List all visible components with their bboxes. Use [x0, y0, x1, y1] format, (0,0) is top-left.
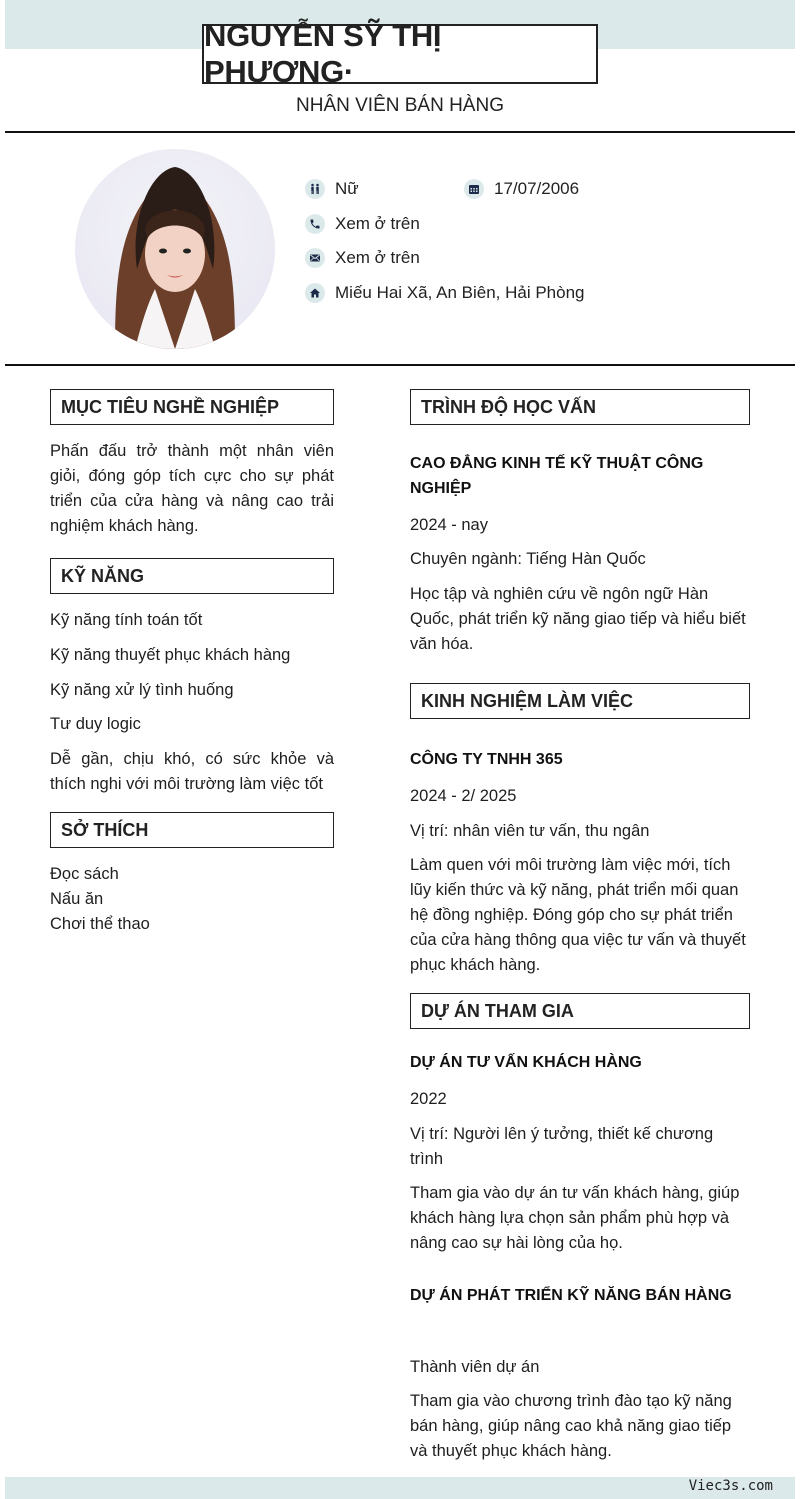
phone-icon — [305, 214, 325, 234]
skill-item: Dễ gần, chịu khó, có sức khỏe và thích nghi với môi trường làm việc tốt — [50, 750, 334, 793]
header-divider — [5, 131, 795, 133]
section-heading-experience: KINH NGHIỆM LÀM VIỆC — [410, 683, 750, 719]
skill-item: Kỹ năng xử lý tình huống — [50, 681, 234, 699]
email-value: Xem ở trên — [335, 248, 420, 267]
education-major: Chuyên ngành: Tiếng Hàn Quốc — [410, 550, 646, 568]
info-gender — [305, 179, 359, 199]
info-email — [305, 248, 420, 268]
section-heading-skills: KỸ NĂNG — [50, 558, 334, 594]
address-value: Miếu Hai Xã, An Biên, Hải Phòng — [335, 283, 585, 302]
hobby-item: Chơi thể thao — [50, 915, 150, 933]
section-heading-projects: DỰ ÁN THAM GIA — [410, 993, 750, 1029]
project-name: DỰ ÁN PHÁT TRIỂN KỸ NĂNG BÁN HÀNG — [410, 1287, 732, 1304]
skill-item: Tư duy logic — [50, 715, 141, 733]
education-description: Học tập và nghiên cứu về ngôn ngữ Hàn Quốc, phát triển kỹ năng giao tiếp và hiểu biết văn hóa. — [410, 585, 746, 653]
skill-item: Kỹ năng tính toán tốt — [50, 611, 203, 629]
experience-period: 2024 - 2/ 2025 — [410, 787, 517, 805]
experience-position: Vị trí: nhân viên tư vấn, thu ngân — [410, 822, 650, 840]
section-heading-hobbies: SỞ THÍCH — [50, 812, 334, 848]
project-name: DỰ ÁN TƯ VẤN KHÁCH HÀNG — [410, 1054, 642, 1071]
project-role: Thành viên dự án — [410, 1358, 540, 1376]
info-address — [305, 283, 584, 303]
info-birthday — [464, 179, 579, 199]
job-title: NHÂN VIÊN BÁN HÀNG — [296, 95, 504, 116]
info-phone — [305, 214, 420, 234]
candidate-name: NGUYỄN SỸ THỊ PHƯƠNG· — [202, 24, 598, 84]
phone-value: Xem ở trên — [335, 214, 420, 233]
calendar-icon — [464, 179, 484, 199]
birthday-value: 17/07/2006 — [494, 179, 580, 198]
hobby-item: Đọc sách — [50, 865, 119, 883]
objective-text: Phấn đấu trở thành một nhân viên giỏi, đóng góp tích cực cho sự phát triển của cửa hàng và nâng cao trải nghiệm khách hàng. — [50, 442, 334, 535]
project-role: Vị trí: Người lên ý tưởng, thiết kế chương trình — [410, 1125, 714, 1168]
avatar — [75, 149, 275, 349]
envelope-icon — [305, 248, 325, 268]
footer-brand: Viec3s.com — [688, 1478, 773, 1494]
experience-description: Làm quen với môi trường làm việc mới, tích lũy kiến thức và kỹ năng, phát triển mối quan hệ đồng nghiệp. Đóng góp cho sự phát triển của cửa hàng thông qua việc tư vấn và thuyết phục khách hàng. — [410, 856, 746, 974]
project-description: Tham gia vào chương trình đào tạo kỹ năng bán hàng, giúp nâng cao khả năng giao tiếp và thuyết phục khách hàng. — [410, 1392, 732, 1460]
home-icon — [305, 283, 325, 303]
gender-icon — [305, 179, 325, 199]
profile-divider — [5, 364, 795, 366]
footer-band — [5, 1477, 795, 1499]
section-heading-education: TRÌNH ĐỘ HỌC VẤN — [410, 389, 750, 425]
portrait-photo — [75, 149, 275, 349]
education-period: 2024 - nay — [410, 516, 488, 534]
education-school: CAO ĐẲNG KINH TẾ KỸ THUẬT CÔNG NGHIỆP — [410, 455, 704, 497]
section-heading-objective: MỤC TIÊU NGHỀ NGHIỆP — [50, 389, 334, 425]
project-period: 2022 — [410, 1090, 447, 1108]
skill-item: Kỹ năng thuyết phục khách hàng — [50, 646, 291, 664]
project-description: Tham gia vào dự án tư vấn khách hàng, giúp khách hàng lựa chọn sản phẩm phù hợp và nâng cao sự hài lòng của họ. — [410, 1184, 740, 1252]
hobby-item: Nấu ăn — [50, 890, 104, 908]
gender-value: Nữ — [335, 179, 359, 198]
experience-company: CÔNG TY TNHH 365 — [410, 751, 563, 768]
